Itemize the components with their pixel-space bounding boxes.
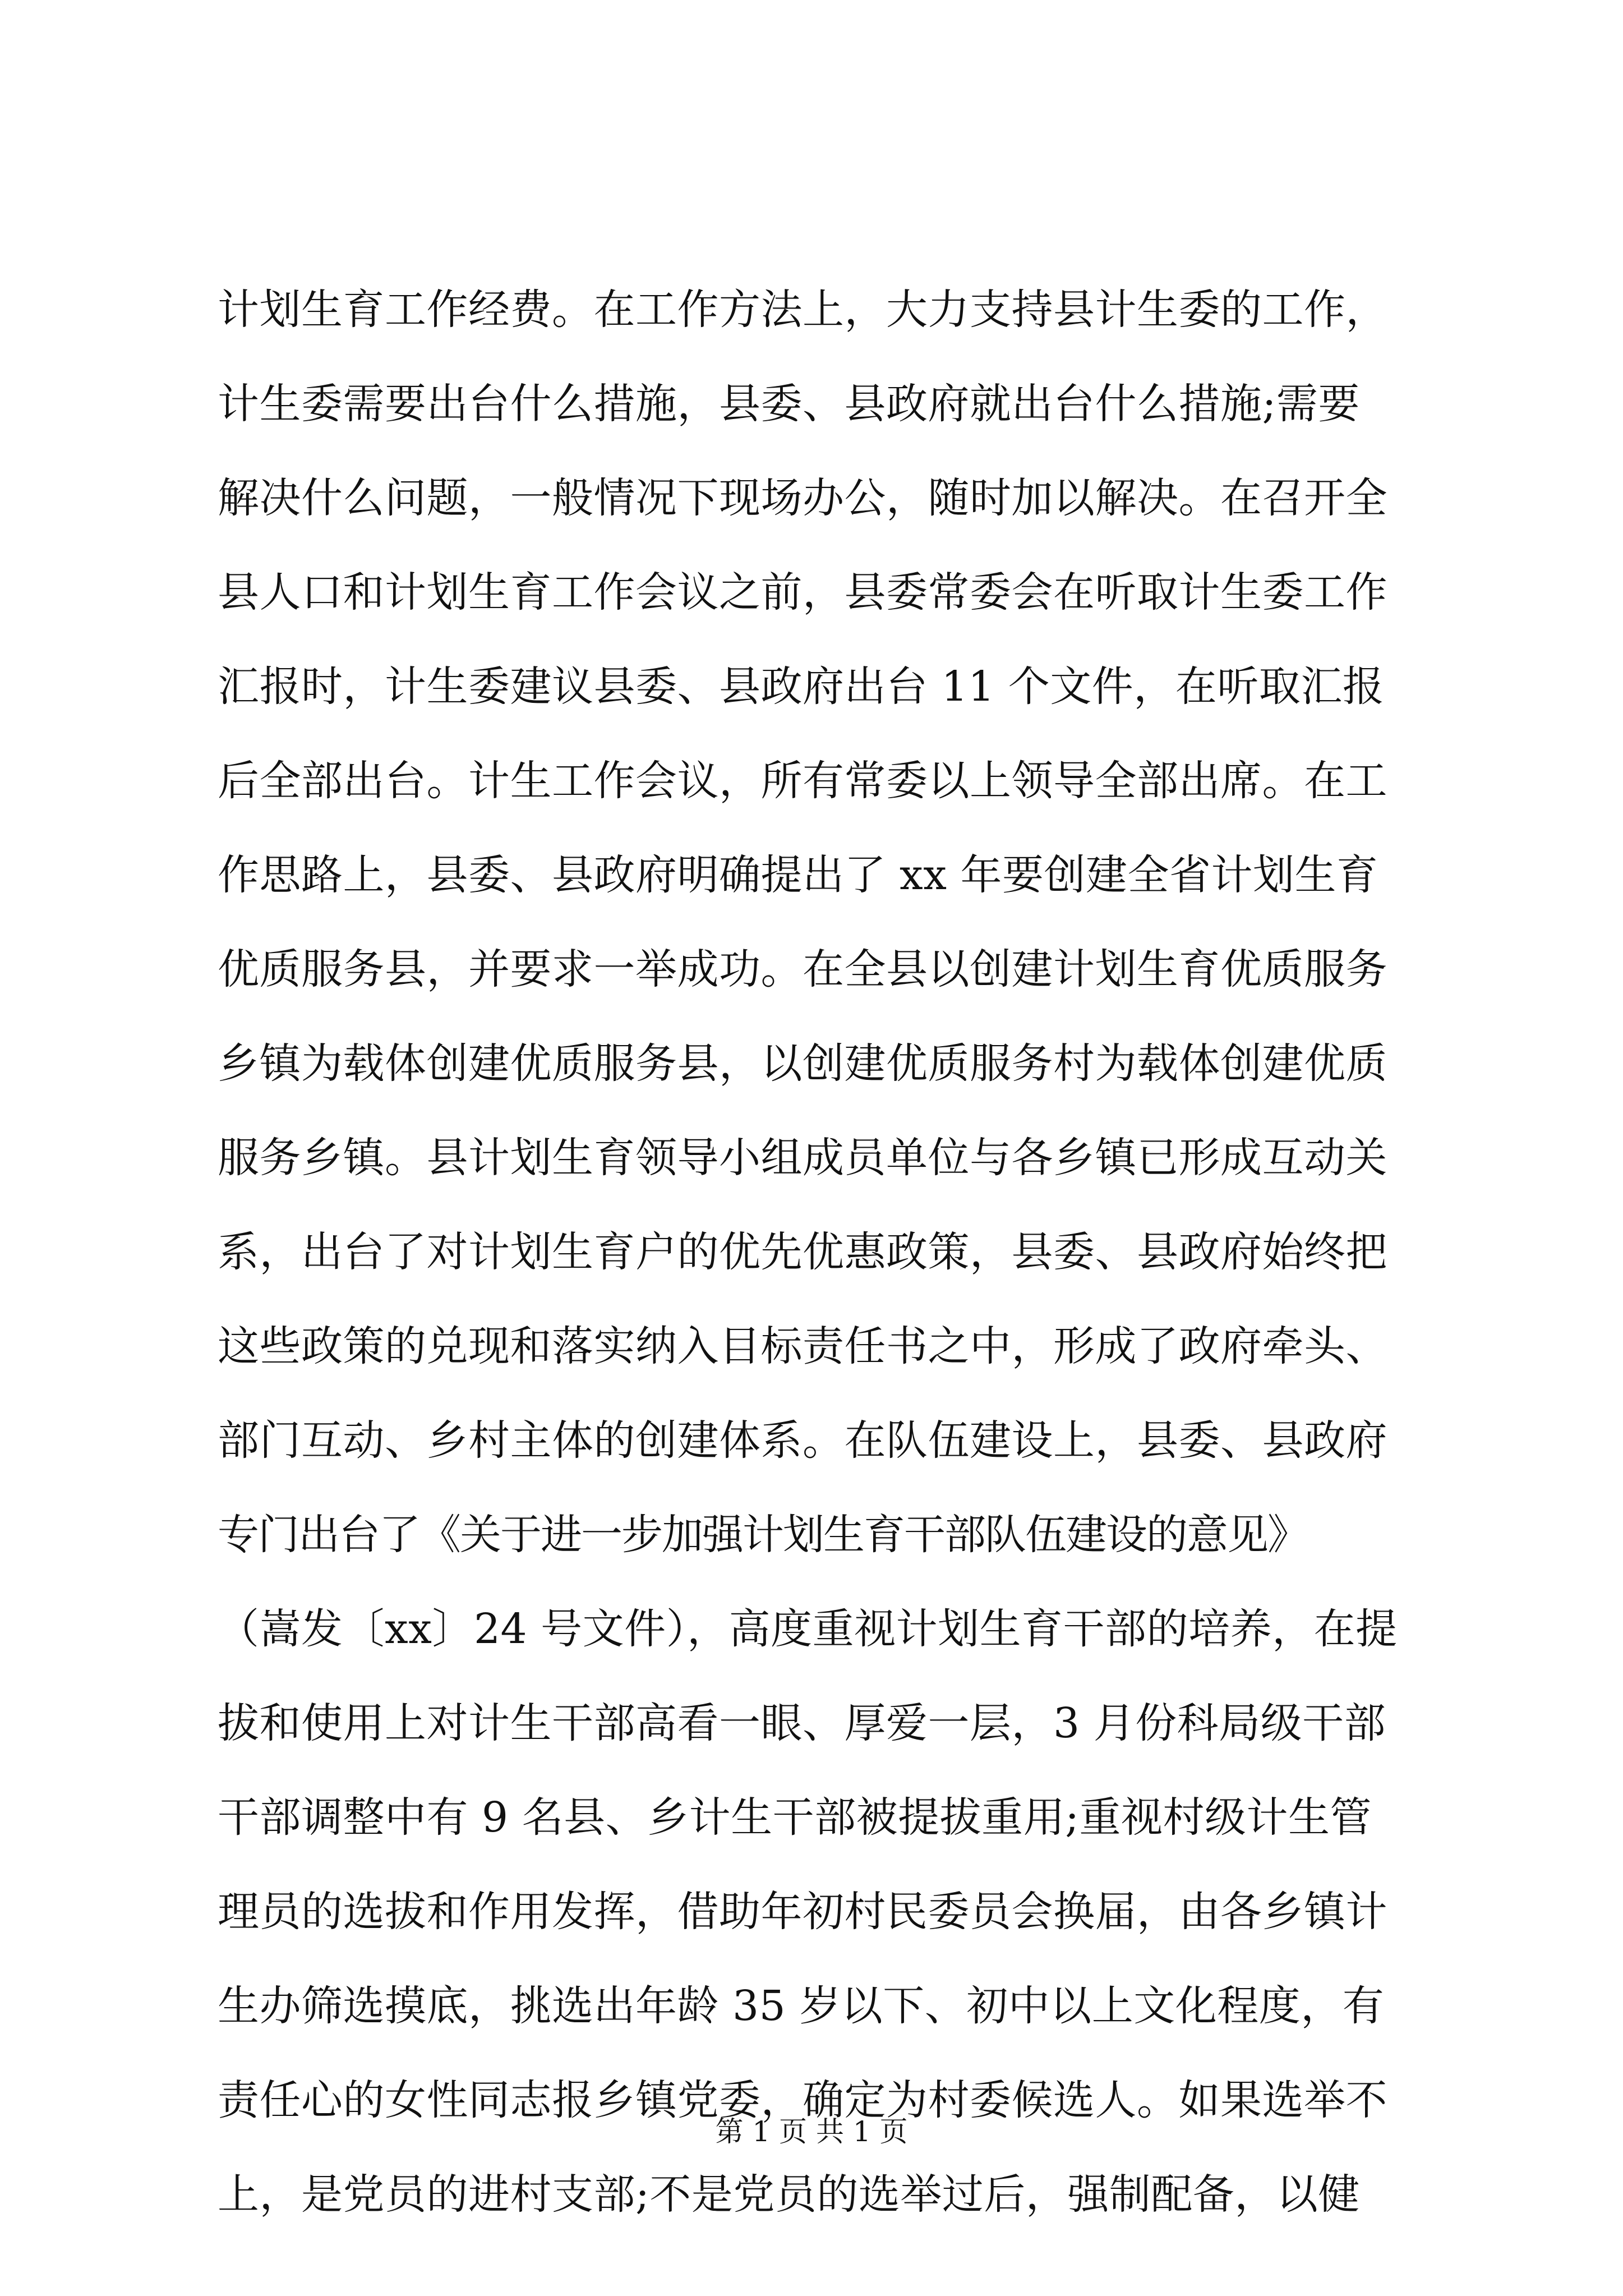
text-line: 汇报时，计生委建议县委、县政府出台 11 个文件，在听取汇报 <box>218 662 1385 711</box>
text-line: 这些政策的兑现和落实纳入目标责任书之中，形成了政府牵头、 <box>218 1322 1387 1370</box>
text-line: 理员的选拔和作用发挥，借助年初村民委员会换届，由各乡镇计 <box>218 1888 1387 1936</box>
page-number: 第 1 页 共 1 页 <box>715 2115 908 2148</box>
text-line: 系，出台了对计划生育户的优先优惠政策，县委、县政府始终把 <box>218 1228 1387 1276</box>
text-line: 干部调整中有 9 名县、乡计生干部被提拔重用;重视村级计生管 <box>218 1793 1372 1842</box>
text-line: 拔和使用上对计生干部高看一眼、厚爱一层，3 月份科局级干部 <box>218 1699 1386 1747</box>
text-line: 上，是党员的进村支部;不是党员的选举过后，强制配备，以健 <box>218 2170 1360 2219</box>
text-line: 作思路上，县委、县政府明确提出了 xx 年要创建全省计划生育 <box>218 851 1378 899</box>
text-line: 生办筛选摸底，挑选出年龄 35 岁以下、初中以上文化程度，有 <box>218 1982 1385 2030</box>
text-line: （嵩发〔xx〕24 号文件），高度重视计划生育干部的培养，在提 <box>218 1605 1398 1653</box>
text-line: 解决什么问题，一般情况下现场办公，随时加以解决。在召开全 <box>218 474 1387 522</box>
text-line: 计生委需要出台什么措施，县委、县政府就出台什么措施;需要 <box>218 380 1360 428</box>
text-line: 责任心的女性同志报乡镇党委，确定为村委候选人。如果选举不 <box>218 2076 1387 2124</box>
text-line: 部门互动、乡村主体的创建体系。在队伍建设上，县委、县政府 <box>218 1416 1387 1465</box>
text-line: 计划生育工作经费。在工作方法上，大力支持县计生委的工作， <box>218 286 1387 334</box>
text-line: 乡镇为载体创建优质服务县，以创建优质服务村为载体创建优质 <box>218 1039 1387 1088</box>
text-line: 专门出台了《关于进一步加强计划生育干部队伍建设的意见》 <box>218 1511 1308 1559</box>
body-text <box>218 263 1412 2242</box>
text-line: 优质服务县，并要求一举成功。在全县以创建计划生育优质服务 <box>218 945 1387 993</box>
text-line: 服务乡镇。县计划生育领导小组成员单位与各乡镇已形成互动关 <box>218 1134 1387 1182</box>
text-line: 县人口和计划生育工作会议之前，县委常委会在听取计生委工作 <box>218 568 1387 616</box>
text-line: 后全部出台。计生工作会议，所有常委以上领导全部出席。在工 <box>218 757 1387 805</box>
